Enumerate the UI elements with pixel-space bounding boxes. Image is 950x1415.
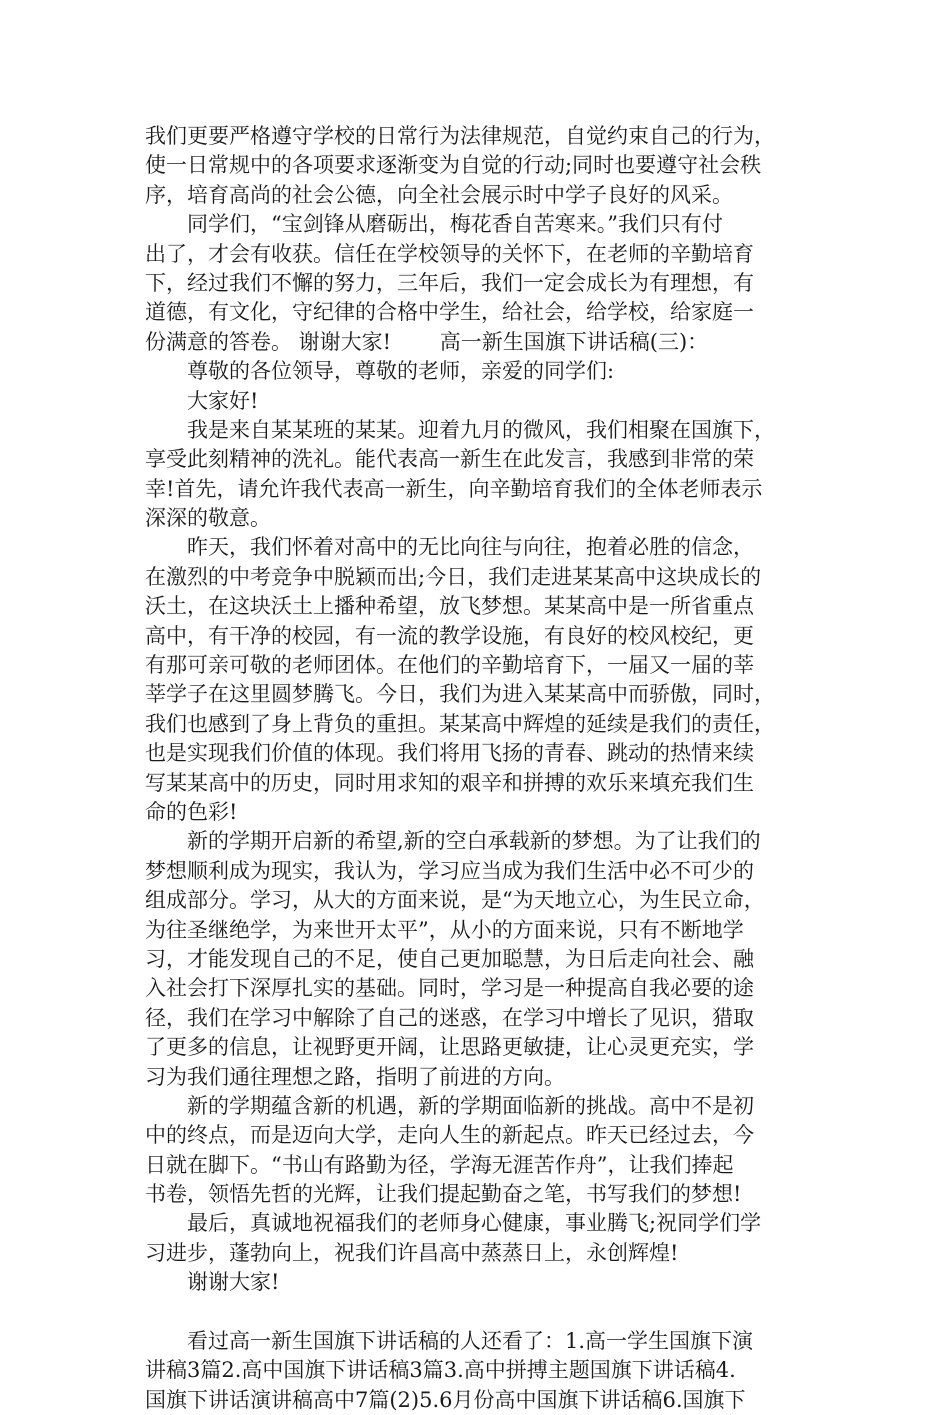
text-line: 组成部分。学习，从大的方面来说，是“为天地立心，为生民立命， [145,888,765,913]
text-line: 序，培育高尚的社会公德，向全社会展示时中学子良好的风采。 [145,182,733,207]
text-line: 道德，有文化，守纪律的合格中学生，给社会，给学校，给家庭一 [145,300,754,325]
text-line: 沃土，在这块沃土上播种希望，放飞梦想。某某高中是一所省重点 [145,594,754,619]
text-line: 日就在脚下。“书山有路勤为径，学海无涯苦作舟”，让我们捧起 [145,1152,734,1177]
text-line: 命的色彩! [145,799,238,824]
text-line: 最后，真诚地祝福我们的老师身心健康，事业腾飞;祝同学们学 [187,1211,762,1236]
text-line: 写某某高中的历史，同时用求知的艰辛和拼搏的欢乐来填充我们生 [145,770,754,795]
text-line: 高中，有干净的校园，有一流的教学设施，有良好的校风校纪，更 [145,623,754,648]
text-line: 习为我们通往理想之路，指明了前进的方向。 [145,1064,565,1089]
text-line: 深深的敬意。 [145,506,271,531]
text-line: 莘学子在这里圆梦腾飞。今日，我们为进入某某高中而骄傲，同时， [145,682,775,707]
text-line: 了更多的信息，让视野更开阔，让思路更敏捷，让心灵更充实，学 [145,1035,754,1060]
text-line: 昨天，我们怀着对高中的无比向往与向往，抱着必胜的信念， [187,535,754,560]
text-line: 习进步，蓬勃向上，祝我们许昌高中蒸蒸日上，永创辉煌! [145,1240,679,1265]
text-line: 谢谢大家! [187,1270,280,1295]
text-line: 幸!首先，请允许我代表高一新生，向辛勤培育我们的全体老师表示 [145,476,763,501]
text-line: 在激烈的中考竞争中脱颖而出;今日，我们走进某某高中这块成长的 [145,564,762,589]
text-line: 径，我们在学习中解除了自己的迷惑，在学习中增长了见识，猎取 [145,1005,754,1030]
text-line: 梦想顺利成为现实，我认为，学习应当成为我们生活中必不可少的 [145,858,754,883]
text-line: 下，经过我们不懈的努力，三年后，我们一定会成长为有理想，有 [145,270,754,295]
text-line: 份满意的答卷。 谢谢大家! 高一新生国旗下讲话稿(三)： [145,329,709,354]
text-line: 享受此刻精神的洗礼。能代表高一新生在此发言，我感到非常的荣 [145,447,754,472]
text-line: 为往圣继绝学，为来世开太平”，从小的方面来说，只有不断地学 [145,917,744,942]
text-line: 同学们，“宝剑锋从磨砺出，梅花香自苦寒来。”我们只有付 [187,212,723,237]
text-line: 看过高一新生国旗下讲话稿的人还看了：1.高一学生国旗下演 [187,1329,754,1354]
text-line: 新的学期蕴含新的机遇，新的学期面临新的挑战。高中不是初 [187,1093,754,1118]
text-line [145,1298,810,1327]
text-line: 也是实现我们价值的体现。我们将用飞扬的青春、跳动的热情来续 [145,741,754,766]
text-line: 习，才能发现自己的不足，使自己更加聪慧，为日后走向社会、融 [145,946,754,971]
text-line: 尊敬的各位领导，尊敬的老师，亲爱的同学们: [187,359,615,384]
text-line: 使一日常规中的各项要求逐渐变为自觉的行动;同时也要遵守社会秩 [145,153,762,178]
text-line: 我们更要严格遵守学校的日常行为法律规范，自觉约束自己的行为， [145,124,775,148]
text-line: 国旗下讲话演讲稿高中7篇(2)5.6月份高中国旗下讲话稿6.国旗下 [145,1387,746,1412]
text-line: 入社会打下深厚扎实的基础。同时，学习是一种提高自我必要的途 [145,976,754,1001]
text-line: 有那可亲可敬的老师团体。在他们的辛勤培育下，一届又一届的莘 [145,653,754,678]
text-line: 讲稿3篇2.高中国旗下讲话稿3篇3.高中拼搏主题国旗下讲话稿4. [145,1358,736,1383]
text-line: 出了，才会有收获。信任在学校领导的关怀下，在老师的辛勤培育 [145,241,754,266]
text-line: 中的终点，而是迈向大学，走向人生的新起点。昨天已经过去，今 [145,1123,754,1148]
text-line: 新的学期开启新的希望,新的空白承载新的梦想。为了让我们的 [187,829,761,854]
text-line: 大家好! [187,388,259,413]
text-line: 书卷，领悟先哲的光辉，让我们提起勤奋之笔，书写我们的梦想! [145,1182,742,1207]
text-line: 我们也感到了身上背负的重担。某某高中辉煌的延续是我们的责任， [145,711,775,736]
document-body [145,122,810,1415]
text-line: 我是来自某某班的某某。迎着九月的微风，我们相聚在国旗下， [187,417,775,442]
